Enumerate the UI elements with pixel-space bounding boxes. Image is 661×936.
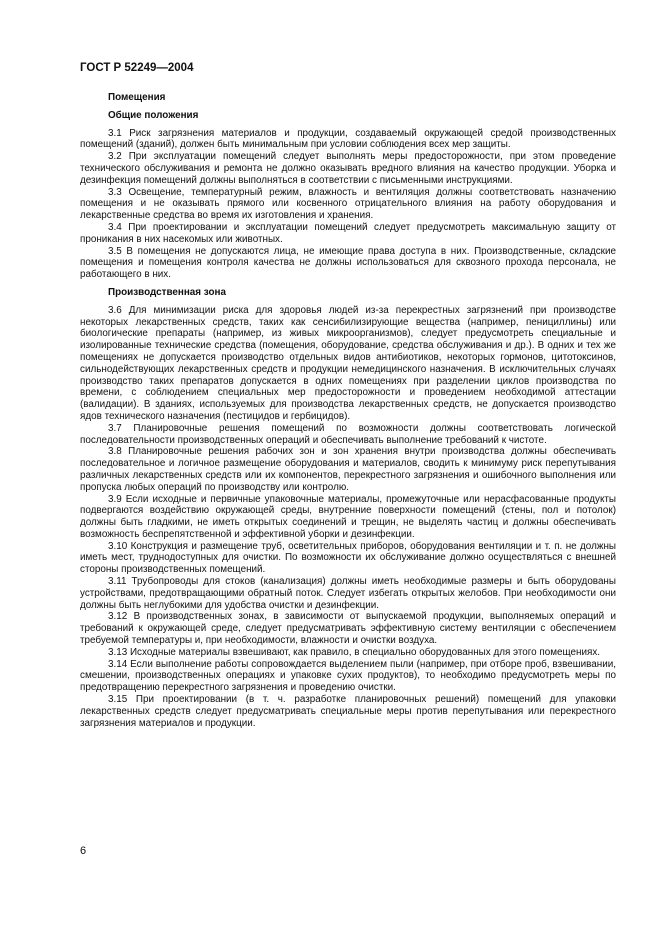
paragraph-3-1: 3.1 Риск загрязнения материалов и продукции, создаваемый окружающей средой производственных помещений (зданий), должен быть минимальным при условии соблюдения всех мер защиты. (80, 127, 616, 151)
document-code-header: ГОСТ Р 52249—2004 (80, 62, 194, 74)
paragraph-3-7: 3.7 Планировочные решения помещений по возможности должны соответствовать логической последовательности производственных операций и обеспечивать выполнение требований к чистоте. (80, 422, 616, 446)
paragraph-3-15: 3.15 При проектировании (в т. ч. разработке планировочных решений) помещений для упаковки лекарственных средств следует предусматривать специальные меры против перепутывания или перекрестного загрязнения материалов и продукции. (80, 694, 616, 729)
section-heading-production-area: Производственная зона (108, 286, 226, 298)
paragraph-3-2: 3.2 При эксплуатации помещений следует выполнять меры предосторожности, при этом проведение технического обслуживания и ремонта не должно оказывать вредного влияния на качество продукции. Уборка и дезинфекция помещений должны выполняться в соответствии с письменными инструкциями. (80, 151, 616, 186)
paragraph-3-5: 3.5 В помещения не допускаются лица, не имеющие права доступа в них. Производственные, складские помещения и помещения контроля качества не должны использоваться для сквозного прохода персонала, не работающего в них. (80, 245, 616, 281)
subsection-heading-general: Общие положения (108, 109, 199, 121)
page-number: 6 (80, 845, 87, 857)
paragraph-3-4: 3.4 При проектировании и эксплуатации помещений следует предусмотреть максимальную защиту от проникания в них насекомых или животных. (80, 221, 616, 245)
paragraph-3-12: 3.12 В производственных зонах, в зависимости от выпускаемой продукции, выполняемых операций и требований к окружающей среде, следует предусматривать эффективную систему вентиляции с обеспечением требуемой температуры и, при необходимости, влажности и очистки воздуха. (80, 611, 616, 647)
document-body (80, 92, 616, 729)
paragraph-3-3: 3.3 Освещение, температурный режим, влажность и вентиляция должны соответствовать назначению помещения и не оказывать прямого или косвенного отрицательного влияния на работу оборудования и лекарственные средства во время их изготовления и хранения. (80, 186, 616, 222)
paragraph-3-9: 3.9 Если исходные и первичные упаковочные материалы, промежуточные или нерасфасованные продукты подвергаются воздействию окружающей среды, внутренние поверхности помещений (стены, пол и потолок) должны быть гладкими, не иметь открытых соединений и трещин, не выделять частиц и должны обеспечивать возможность беспрепятственной и эффективной уборки и дезинфекции. (80, 493, 616, 540)
paragraph-3-8: 3.8 Планировочные решения рабочих зон и зон хранения внутри производства должны обеспечивать последовательное и логичное размещение оборудования и материалов, сводить к минимуму риск перепутывания различных лекарственных средств или их компонентов, перекрестного загрязнения и ошибочного выполнения или пропуска любых операций по производству или контролю. (80, 446, 616, 493)
paragraph-3-10: 3.10 Конструкция и размещение труб, осветительных приборов, оборудования вентиляции и т. п. не должны иметь мест, труднодоступных для очистки. По возможности их обслуживание должно осуществляться с внешней стороны производственных помещений. (80, 540, 616, 576)
paragraph-3-11: 3.11 Трубопроводы для стоков (канализация) должны иметь необходимые размеры и быть оборудованы устройствами, предотвращающими обратный поток. Следует избегать открытых желобов. При необходимости они должны быть неглубокими для удобства очистки и дезинфекции. (80, 576, 616, 611)
paragraph-3-6: 3.6 Для минимизации риска для здоровья людей из-за перекрестных загрязнений при производстве некоторых лекарственных средств, таких как сенсибилизирующие вещества (например, пенициллины) или биологические препараты (например, из живых микроорганизмов), следует предусмотреть специальные и изолированные технические средства (помещения, оборудование, средства обслуживания и др.). В одних и тех же помещениях не допускается производство отдельных видов антибиотиков, некоторых гормонов, цитотоксинов, сильнодействующих лекарственных средств и продукции немедицинского назначения. В исключительных случаях производство таких препаратов допускается в одних помещениях при разделении циклов производства по времени, с соблюдением специальных мер предосторожности и проведением необходимой аттестации (валидации). В зданиях, используемых для производства лекарственных средств, не допускается производство ядов технического назначения (пестицидов и гербицидов). (80, 304, 616, 422)
paragraph-3-14: 3.14 Если выполнение работы сопровождается выделением пыли (например, при отборе проб, взвешивании, смешении, производственных операциях и упаковке сухих продуктов), то необходимо предусмотреть меры по предотвращению перекрестного загрязнения и проведению очистки. (80, 658, 616, 694)
section-heading-premises: Помещения (108, 92, 166, 103)
paragraph-3-13: 3.13 Исходные материалы взвешивают, как правило, в специально оборудованных для этого помещениях. (108, 646, 601, 658)
